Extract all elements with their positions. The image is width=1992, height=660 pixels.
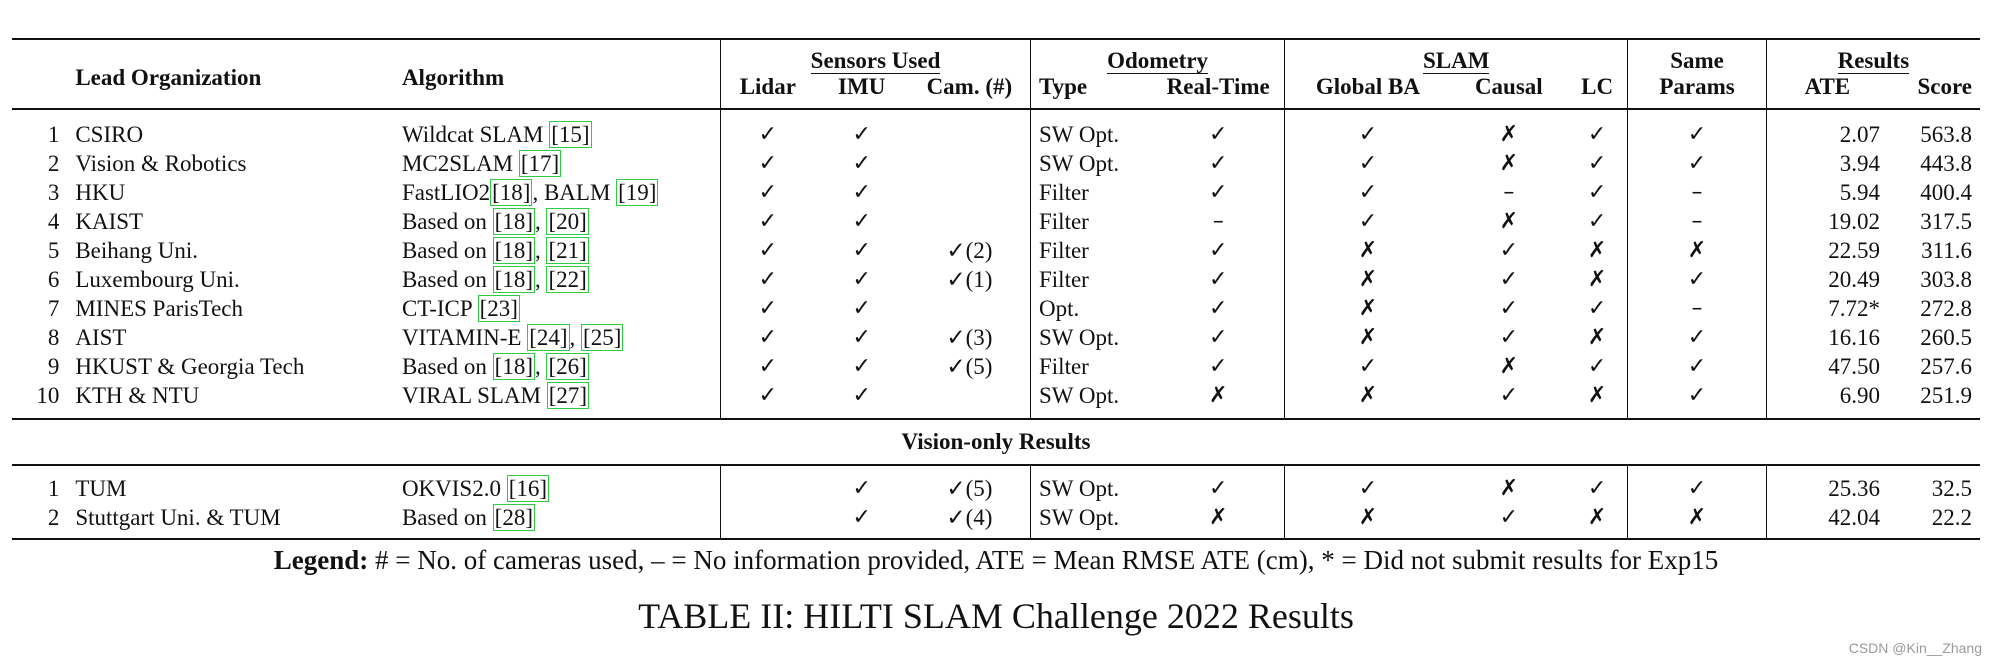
algorithm-text: Based on <box>401 237 493 263</box>
algorithm-cell <box>394 352 721 381</box>
causal-cell: ✗ <box>1499 476 1519 501</box>
vision-section-row <box>12 419 1980 465</box>
realtime-cell: ✓ <box>1208 476 1228 501</box>
citation-link[interactable]: [18] <box>494 266 533 292</box>
score-cell: 22.2 <box>1931 504 1972 530</box>
rank-cell: 6 <box>47 266 60 292</box>
citation-link[interactable]: [24] <box>529 324 568 350</box>
algorithm-text: , <box>534 266 547 292</box>
imu-cell: ✓ <box>852 151 871 176</box>
citation-link[interactable]: [18] <box>494 237 533 263</box>
table-row <box>12 178 1980 207</box>
score-cell: 303.8 <box>1920 266 1972 292</box>
algorithm-text: Based on <box>401 504 493 530</box>
citation-link[interactable]: [18] <box>492 179 531 205</box>
citation-link[interactable]: [18] <box>494 353 533 379</box>
causal-cell: ✗ <box>1499 151 1519 176</box>
algorithm-text: OKVIS2.0 <box>401 475 507 501</box>
algorithm-text: MC2SLAM <box>401 150 519 176</box>
table-row <box>12 381 1980 419</box>
odometry-type-cell: SW Opt. <box>1039 324 1120 350</box>
header-algorithm: Algorithm <box>401 65 505 90</box>
lidar-cell: ✓ <box>758 238 778 263</box>
citation-link[interactable]: [21] <box>548 237 587 263</box>
realtime-cell: ✓ <box>1208 296 1228 321</box>
score-cell: 317.5 <box>1920 208 1972 234</box>
citation-link[interactable]: [28] <box>494 504 533 530</box>
global-ba-cell: ✓ <box>1358 122 1378 147</box>
table-row <box>12 465 1980 503</box>
camera-cell: ✓(1) <box>946 266 993 292</box>
imu-cell: ✓ <box>852 505 871 530</box>
odometry-type-cell: SW Opt. <box>1039 150 1120 176</box>
organization-cell: AIST <box>75 324 127 350</box>
same-params-cell: ✓ <box>1687 476 1707 501</box>
table-row <box>12 294 1980 323</box>
same-params-cell: – <box>1691 209 1703 234</box>
camera-cell: ✓(5) <box>946 353 993 379</box>
rank-cell: 10 <box>36 382 60 408</box>
algorithm-cell <box>394 207 721 236</box>
global-ba-cell: ✓ <box>1358 476 1378 501</box>
ate-cell: 22.59 <box>1828 237 1880 263</box>
causal-cell: ✓ <box>1499 505 1519 530</box>
header-sensors-used: Sensors Used <box>810 48 941 73</box>
causal-cell: ✗ <box>1499 209 1519 234</box>
vision-section-title: Vision-only Results <box>12 419 1980 465</box>
header-type: Type <box>1031 74 1153 109</box>
realtime-cell: ✓ <box>1208 354 1228 379</box>
loop-closure-cell: ✗ <box>1587 267 1607 292</box>
odometry-type-cell: SW Opt. <box>1039 121 1120 147</box>
score-cell: 257.6 <box>1920 353 1972 379</box>
ate-cell: 2.07 <box>1839 121 1880 147</box>
algorithm-text: CT-ICP <box>401 295 478 321</box>
ate-cell: 25.36 <box>1828 475 1880 501</box>
loop-closure-cell: ✓ <box>1587 354 1607 379</box>
causal-cell: ✓ <box>1499 238 1519 263</box>
citation-link[interactable]: [19] <box>618 179 657 205</box>
algorithm-text: , <box>534 208 547 234</box>
header-slam: SLAM <box>1423 48 1490 73</box>
algorithm-text: Based on <box>401 353 493 379</box>
organization-cell: Beihang Uni. <box>75 237 198 263</box>
imu-cell: ✓ <box>852 267 871 292</box>
camera-cell: ✓(5) <box>946 475 993 501</box>
causal-cell: ✓ <box>1499 267 1519 292</box>
lidar-cell: ✓ <box>758 354 778 379</box>
citation-link[interactable]: [27] <box>548 382 588 408</box>
legend-text: # = No. of cameras used, – = No information provided, ATE = Mean RMSE ATE (cm), * = Did not submit results for Exp15 <box>368 545 1719 575</box>
same-params-cell: – <box>1691 180 1703 205</box>
citation-link[interactable]: [26] <box>548 353 587 379</box>
rank-cell: 2 <box>47 504 60 530</box>
algorithm-text: FastLIO2 <box>401 179 491 205</box>
header-same: Same <box>1628 39 1766 74</box>
same-params-cell: ✓ <box>1687 122 1707 147</box>
loop-closure-cell: ✗ <box>1587 325 1607 350</box>
realtime-cell: ✓ <box>1208 267 1228 292</box>
rank-cell: 8 <box>47 324 60 350</box>
organization-cell: KTH & NTU <box>75 382 200 408</box>
citation-link[interactable]: [22] <box>548 266 587 292</box>
citation-link[interactable]: [23] <box>479 295 518 321</box>
realtime-cell: ✗ <box>1208 505 1228 530</box>
global-ba-cell: ✗ <box>1358 505 1378 530</box>
algorithm-cell <box>394 149 721 178</box>
realtime-cell: ✓ <box>1208 180 1228 205</box>
same-params-cell: – <box>1691 296 1703 321</box>
header-ate: ATE <box>1766 74 1888 109</box>
algorithm-cell <box>394 465 721 503</box>
odometry-type-cell: Filter <box>1039 353 1089 379</box>
score-cell: 260.5 <box>1920 324 1972 350</box>
loop-closure-cell: ✓ <box>1587 209 1607 234</box>
causal-cell: ✗ <box>1499 122 1519 147</box>
score-cell: 32.5 <box>1931 475 1972 501</box>
same-params-cell: ✓ <box>1687 354 1707 379</box>
ate-cell: 47.50 <box>1828 353 1880 379</box>
score-cell: 272.8 <box>1920 295 1972 321</box>
header-row-top <box>12 39 1980 74</box>
score-cell: 563.8 <box>1920 121 1972 147</box>
organization-cell: HKU <box>75 179 126 205</box>
imu-cell: ✓ <box>852 209 871 234</box>
table-legend <box>0 545 1992 576</box>
realtime-cell: – <box>1212 209 1224 234</box>
algorithm-text: Based on <box>401 208 493 234</box>
imu-cell: ✓ <box>852 325 871 350</box>
lidar-cell: ✓ <box>758 296 778 321</box>
global-ba-cell: ✓ <box>1358 209 1378 234</box>
algorithm-cell <box>394 323 721 352</box>
loop-closure-cell: ✗ <box>1587 238 1607 263</box>
ate-cell: 19.02 <box>1828 208 1880 234</box>
algorithm-cell <box>394 109 721 149</box>
header-lc: LC <box>1581 74 1614 99</box>
table-row <box>12 352 1980 381</box>
header-results: Results <box>1837 48 1910 73</box>
global-ba-cell: ✗ <box>1358 383 1378 408</box>
ate-cell: 16.16 <box>1828 324 1880 350</box>
causal-cell: ✓ <box>1499 383 1519 408</box>
table-row <box>12 503 1980 539</box>
table-caption: TABLE II: HILTI SLAM Challenge 2022 Results <box>638 596 1354 636</box>
citation-link[interactable]: [20] <box>548 208 587 234</box>
ate-cell: 7.72* <box>1828 295 1880 321</box>
global-ba-cell: ✗ <box>1358 238 1378 263</box>
organization-cell: HKUST & Georgia Tech <box>75 353 305 379</box>
causal-cell: – <box>1503 180 1515 205</box>
table-row <box>12 149 1980 178</box>
global-ba-cell: ✗ <box>1358 325 1378 350</box>
camera-cell: ✓(2) <box>946 237 993 263</box>
ate-cell: 6.90 <box>1839 382 1880 408</box>
odometry-type-cell: SW Opt. <box>1039 475 1120 501</box>
imu-cell: ✓ <box>852 238 871 263</box>
score-cell: 400.4 <box>1920 179 1972 205</box>
causal-cell: ✓ <box>1499 325 1519 350</box>
organization-cell: KAIST <box>75 208 144 234</box>
algorithm-cell <box>394 178 721 207</box>
ate-cell: 5.94 <box>1839 179 1880 205</box>
same-params-cell: ✗ <box>1687 505 1707 530</box>
rank-cell: 5 <box>47 237 60 263</box>
header-cam: Cam. (#) <box>926 74 1013 99</box>
table-row <box>12 236 1980 265</box>
global-ba-cell: ✗ <box>1358 267 1378 292</box>
odometry-type-cell: SW Opt. <box>1039 382 1120 408</box>
algorithm-cell <box>394 381 721 419</box>
header-score: Score <box>1917 74 1972 99</box>
header-odometry: Odometry <box>1107 48 1209 73</box>
citation-link[interactable]: [15] <box>551 121 590 147</box>
header-realtime: Real-Time <box>1166 74 1270 99</box>
algorithm-cell <box>394 294 721 323</box>
imu-cell: ✓ <box>852 476 871 501</box>
global-ba-cell: ✓ <box>1358 354 1378 379</box>
odometry-type-cell: Filter <box>1039 237 1089 263</box>
lidar-cell: ✓ <box>758 325 778 350</box>
realtime-cell: ✓ <box>1208 122 1228 147</box>
same-params-cell: ✓ <box>1687 383 1707 408</box>
lidar-cell: ✓ <box>758 383 778 408</box>
header-params: Params <box>1628 74 1766 109</box>
rank-cell: 9 <box>47 353 60 379</box>
odometry-type-cell: Filter <box>1039 179 1089 205</box>
camera-cell: ✓(3) <box>946 324 993 350</box>
citation-link[interactable]: [25] <box>583 324 622 350</box>
algorithm-text: , <box>534 237 547 263</box>
imu-cell: ✓ <box>852 180 871 205</box>
algorithm-text: Based on <box>401 266 493 292</box>
imu-cell: ✓ <box>852 354 871 379</box>
score-cell: 251.9 <box>1920 382 1972 408</box>
rank-cell: 2 <box>47 150 60 176</box>
algorithm-text: , <box>569 324 582 350</box>
citation-link[interactable]: [17] <box>520 150 560 176</box>
global-ba-cell: ✗ <box>1358 296 1378 321</box>
algorithm-text: , <box>534 353 547 379</box>
legend-label: Legend: <box>273 545 369 575</box>
loop-closure-cell: ✓ <box>1587 296 1607 321</box>
odometry-type-cell: SW Opt. <box>1039 504 1120 530</box>
vision-results-body <box>12 465 1980 539</box>
lidar-cell: ✓ <box>758 180 778 205</box>
global-ba-cell: ✓ <box>1358 151 1378 176</box>
header-lidar: Lidar <box>721 74 815 109</box>
rank-cell: 4 <box>47 208 60 234</box>
organization-cell: MINES ParisTech <box>75 295 244 321</box>
same-params-cell: ✓ <box>1687 267 1707 292</box>
loop-closure-cell: ✓ <box>1587 122 1607 147</box>
odometry-type-cell: Filter <box>1039 266 1089 292</box>
same-params-cell: ✓ <box>1687 151 1707 176</box>
lidar-cell: ✓ <box>758 122 778 147</box>
results-table <box>12 38 1980 540</box>
rank-cell: 1 <box>47 121 60 147</box>
rank-cell: 1 <box>47 475 60 501</box>
lidar-cell: ✓ <box>758 209 778 234</box>
header-global-ba: Global BA <box>1285 74 1451 109</box>
loop-closure-cell: ✓ <box>1587 151 1607 176</box>
table-row <box>12 109 1980 149</box>
results-table-container <box>12 38 1980 540</box>
organization-cell: Luxembourg Uni. <box>75 266 240 292</box>
odometry-type-cell: Opt. <box>1039 295 1080 321</box>
loop-closure-cell: ✓ <box>1587 476 1607 501</box>
causal-cell: ✓ <box>1499 296 1519 321</box>
citation-link[interactable]: [16] <box>508 475 548 501</box>
algorithm-text: Wildcat SLAM <box>401 121 550 147</box>
ate-cell: 3.94 <box>1839 150 1880 176</box>
table-row <box>12 265 1980 294</box>
algorithm-cell <box>394 265 721 294</box>
organization-cell: Stuttgart Uni. & TUM <box>75 504 281 530</box>
organization-cell: Vision & Robotics <box>75 150 247 176</box>
imu-cell: ✓ <box>852 296 871 321</box>
realtime-cell: ✗ <box>1208 383 1228 408</box>
realtime-cell: ✓ <box>1208 151 1228 176</box>
algorithm-cell <box>394 236 721 265</box>
lidar-cell: ✓ <box>758 151 778 176</box>
algorithm-text: VITAMIN-E <box>401 324 528 350</box>
loop-closure-cell: ✓ <box>1587 180 1607 205</box>
ate-cell: 42.04 <box>1828 504 1880 530</box>
organization-cell: CSIRO <box>75 121 144 147</box>
same-params-cell: ✗ <box>1687 238 1707 263</box>
header-lead-org: Lead Organization <box>75 65 262 90</box>
algorithm-text: VIRAL SLAM <box>401 382 547 408</box>
loop-closure-cell: ✗ <box>1587 505 1607 530</box>
rank-cell: 7 <box>47 295 60 321</box>
odometry-type-cell: Filter <box>1039 208 1089 234</box>
organization-cell: TUM <box>75 475 127 501</box>
algorithm-cell <box>394 503 721 539</box>
same-params-cell: ✓ <box>1687 325 1707 350</box>
rank-cell: 3 <box>47 179 60 205</box>
realtime-cell: ✓ <box>1208 325 1228 350</box>
header-causal: Causal <box>1474 74 1543 99</box>
vision-section <box>12 419 1980 465</box>
score-cell: 443.8 <box>1920 150 1972 176</box>
imu-cell: ✓ <box>852 383 871 408</box>
imu-cell: ✓ <box>852 122 871 147</box>
table-row <box>12 207 1980 236</box>
header-imu: IMU <box>838 74 886 99</box>
table-row <box>12 323 1980 352</box>
score-cell: 311.6 <box>1921 237 1972 263</box>
ate-cell: 20.49 <box>1828 266 1880 292</box>
camera-cell: ✓(4) <box>946 504 993 530</box>
global-ba-cell: ✓ <box>1358 180 1378 205</box>
watermark: CSDN @Kin__Zhang <box>1848 640 1982 656</box>
realtime-cell: ✓ <box>1208 238 1228 263</box>
citation-link[interactable]: [18] <box>494 208 533 234</box>
main-results-body <box>12 109 1980 419</box>
algorithm-text: , BALM <box>532 179 617 205</box>
loop-closure-cell: ✗ <box>1587 383 1607 408</box>
lidar-cell: ✓ <box>758 267 778 292</box>
causal-cell: ✗ <box>1499 354 1519 379</box>
